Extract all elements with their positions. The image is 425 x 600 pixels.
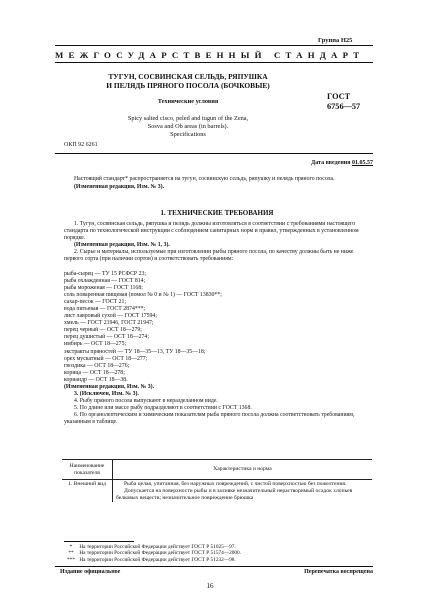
section-title: 1. ТЕХНИЧЕСКИЕ ТРЕБОВАНИЯ xyxy=(160,209,274,217)
intro-date-value: 01.05.57 xyxy=(352,160,373,166)
standard-type: МЕЖГОСУДАРСТВЕННЫЙ СТАНДАРТ xyxy=(55,50,365,60)
page-number: 16 xyxy=(206,582,214,590)
para-1-change-note: (Измененная редакция, Изм. № 1, 3). xyxy=(74,242,170,249)
material-item: кориандр — ОСТ 18—38. xyxy=(64,376,128,383)
rule-under-okp xyxy=(55,153,373,154)
material-item: орех мускатный — ОСТ 18—277; xyxy=(64,355,148,362)
material-item: экстракты пряностей — ТУ 18—35—13, ТУ 18—35—18; xyxy=(64,348,206,355)
subtitle-ru: Технические условия xyxy=(157,98,219,105)
table-header-indicator: Наименование показателя xyxy=(62,460,113,480)
material-item: сахар-песок — ГОСТ 21; xyxy=(64,299,126,306)
group-code: Группа Н25 xyxy=(318,37,353,44)
footnote-rule xyxy=(64,541,134,542)
material-item: имбирь — ОСТ 18—275; xyxy=(64,341,127,348)
footnote-text: На территории Российской Федерации действует ГОСТ Р 51232—98. xyxy=(79,556,236,563)
material-item: гвоздика — ОСТ 18—276; xyxy=(64,362,130,369)
para-3: 3. (Исключен, Изм. № 3). xyxy=(74,391,139,398)
okp-code: ОКП 92 6261 xyxy=(64,142,98,148)
title-en-line2: Sosva and Ob areas (in barrels). xyxy=(147,122,229,130)
rule-under-standard-type xyxy=(55,62,373,63)
para-5: 5. По длине или массе рыбу подразделяют в соответствии с ГОСТ 1368. xyxy=(74,405,252,412)
section-body-continued xyxy=(64,384,370,427)
top-rule xyxy=(55,45,373,46)
table-cell-norm xyxy=(113,480,373,503)
title-en xyxy=(88,115,288,138)
table-row xyxy=(62,480,372,503)
title-ru xyxy=(88,73,288,91)
material-item: лист лавровый сухой — ГОСТ 17594; xyxy=(64,313,157,320)
gost-label: ГОСТ xyxy=(327,92,351,101)
material-item: соль поваренная пищевая (помол № 0 и № 1) — ГОСТ 13830**; xyxy=(64,292,222,299)
intro xyxy=(64,176,370,191)
section-body xyxy=(64,221,370,264)
title-en-line1: Spicy salted cisco, peled and tugun of the Zena, xyxy=(127,115,249,122)
title-ru-line2: И ПЕЛЯДЬ ПРЯНОГО ПОСОЛА (БОЧКОВЫЕ) xyxy=(106,80,270,90)
footnote-mark: ** xyxy=(68,550,74,557)
footnotes xyxy=(64,544,374,563)
material-item: рыба охлажденная — ГОСТ 814; xyxy=(64,278,146,285)
intro-change-note: (Измененная редакция, Изм. № 3). xyxy=(74,184,165,191)
footer-rule xyxy=(55,566,373,567)
title-ru-line1: ТУГУН, СОСВИНСКАЯ СЕЛЬДЬ, РЯПУШКА xyxy=(108,72,268,81)
para-4: 4. Рыбу пряного посола выпускают в неразделанном виде. xyxy=(74,398,218,405)
footnote-text: На территории Российской Федерации действует ГОСТ Р 51025—97. xyxy=(79,544,236,550)
footer-official-edition: Издание официальное xyxy=(60,569,121,575)
characteristics-table xyxy=(62,459,372,502)
table-cell-indicator: 1. Внешний вид xyxy=(68,481,106,487)
norm-text-1: Рыба целая, упитанная, без наружных повреждений, с чистой поверхностью без пожелтения. xyxy=(124,481,347,487)
para-2-change-note: (Измененная редакция, Изм. № 3). xyxy=(64,384,155,390)
material-item: перец черный — ОСТ 18—279; xyxy=(64,327,142,334)
material-item: вода питьевая — ГОСТ 2874***; xyxy=(64,306,146,313)
table-header-norm: Характеристика и норма xyxy=(113,460,373,480)
title-en-line3: Specifications xyxy=(170,130,206,138)
material-item: перец душистый — ОСТ 18—274; xyxy=(64,334,149,341)
footnote-text: На территории Российской Федерации действует ГОСТ Р 51574—2000. xyxy=(79,550,242,557)
footnote-mark: *** xyxy=(67,556,75,563)
gost-designation xyxy=(327,92,373,112)
para-1: 1. Тугун, сосвинская сельдь, ряпушка и пелядь должны изготовляться в соответствии с требованиями настоящего стандарта по технологической инструкции с соблюдением санитарных норм и правил, утвержденных в установленном порядке. xyxy=(64,221,359,242)
table-header-row xyxy=(62,460,372,480)
materials-list xyxy=(64,271,370,384)
material-item: хмель — ГОСТ 21946, ГОСТ 21947; xyxy=(64,320,154,327)
para-2: 2. Сырье и материалы, используемые при изготовлении рыбы пряного посола, по качеству должны быть не ниже первого сорта (при наличии сортов) и соответствовать требованиям: xyxy=(64,249,354,263)
material-item: рыба-сырец — ТУ 15 РСФСР 23; xyxy=(64,271,147,277)
norm-text-2: Допускается на поверхности рыбы и в заливке незначительный нерастворимый осадок хлопьев белковых веществ; незначительное повреждение брюшка xyxy=(116,487,353,501)
material-item: рыба мороженая — ГОСТ 1168; xyxy=(64,285,143,292)
intro-date xyxy=(290,160,373,166)
material-item: корица — ОСТ 18—278; xyxy=(64,369,125,376)
footnote-mark: * xyxy=(69,544,73,550)
footnote xyxy=(64,557,374,563)
para-6: 6. По органолептическим и химическим показателям рыба пряного посола должна соответствовать требованиям, указанным в таблице. xyxy=(64,412,355,426)
intro-text: Настоящий стандарт* распространяется на тугун, сосвинскую сельдь, ряпушку и пелядь пряного посола. xyxy=(74,176,335,182)
intro-date-label: Дата введения xyxy=(311,160,351,166)
gost-number: 6756—57 xyxy=(327,102,361,111)
footer-reprint-notice: Перепечатка воспрещена xyxy=(304,569,373,575)
